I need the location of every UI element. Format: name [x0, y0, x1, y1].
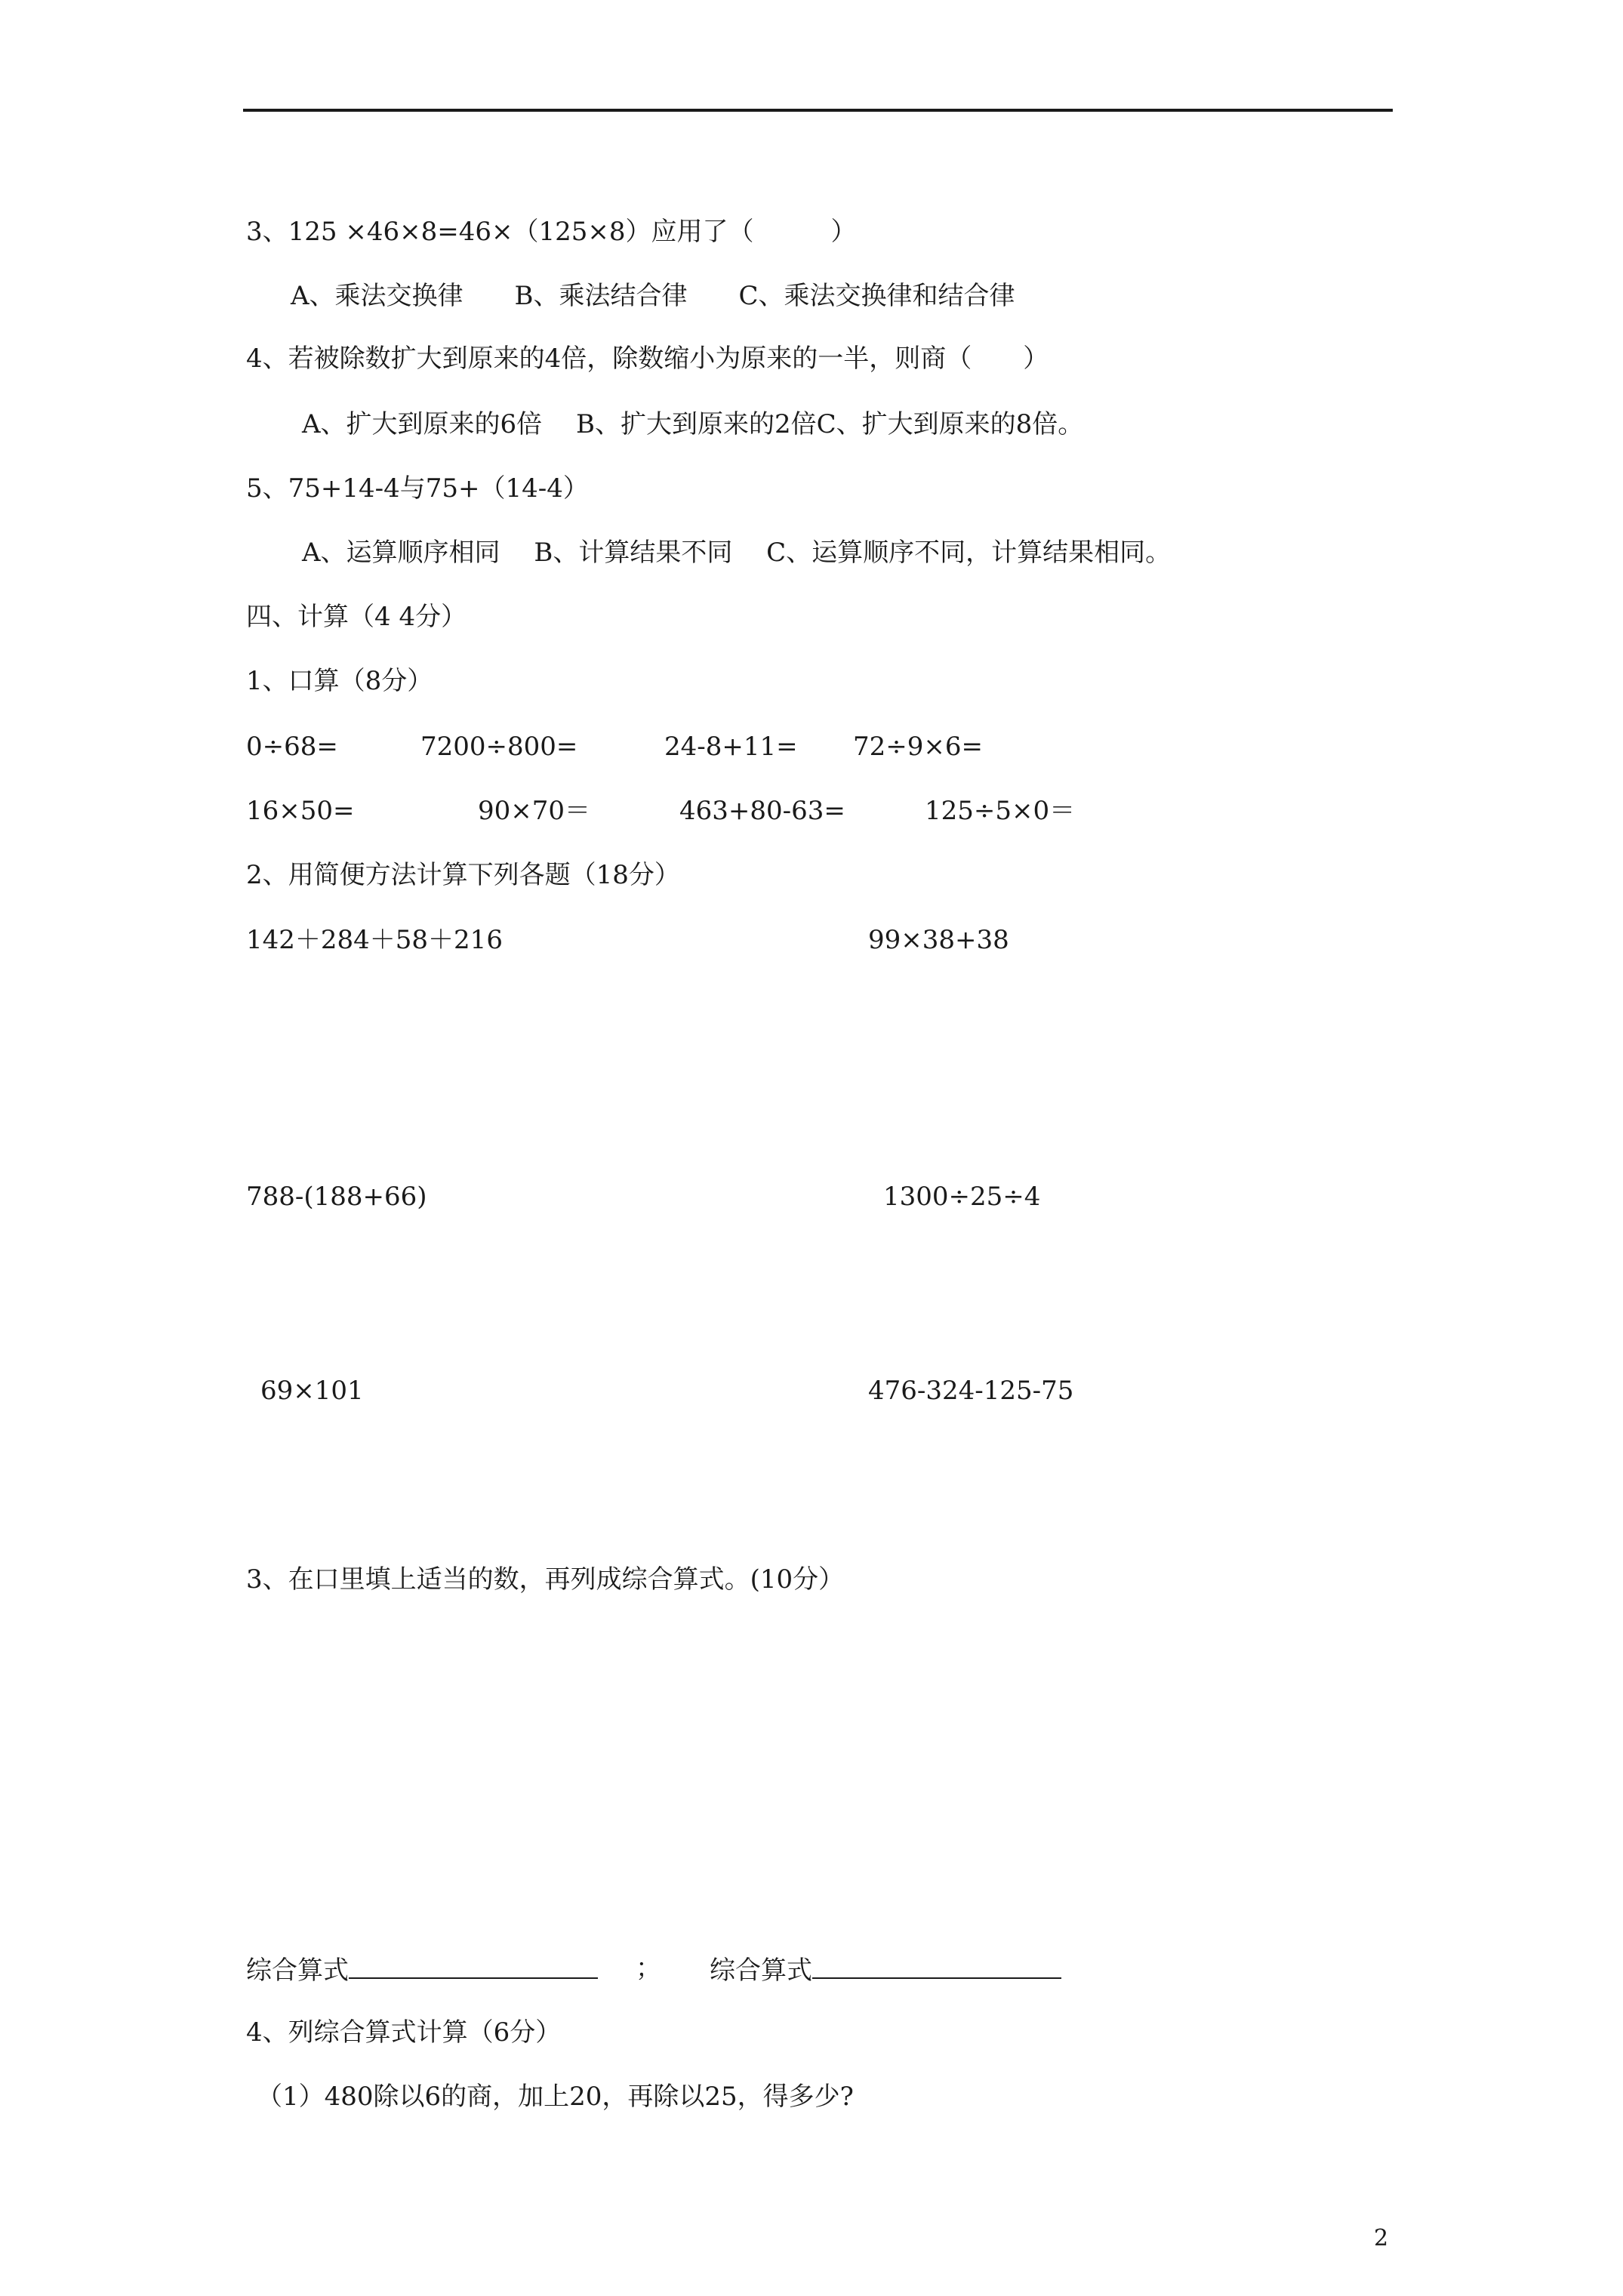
section4-title: 四、计算（4 4分） — [246, 602, 467, 632]
simplify-item: 1300÷25÷4 — [883, 1182, 1041, 1212]
mental-math-item: 72÷9×6= — [853, 732, 983, 762]
simplify-item: 69×101 — [260, 1376, 364, 1406]
mental-math-item: 463+80-63= — [679, 796, 845, 826]
word-problem-title: 4、列综合算式计算（6分） — [246, 2017, 562, 2048]
simplify-item: 788-(188+66) — [246, 1182, 427, 1212]
page-number: 2 — [1374, 2225, 1389, 2251]
q5-options: A、运算顺序相同 B、计算结果不同 C、运算顺序不同，计算结果相同。 — [302, 538, 1172, 568]
separator: ； — [636, 1953, 661, 1983]
simplify-title: 2、用简便方法计算下列各题（18分） — [246, 860, 680, 890]
header-rule — [243, 109, 1393, 112]
mental-math-item: 0÷68= — [246, 732, 338, 762]
combined-expression-label: 综合算式 — [246, 1955, 349, 1986]
mental-math-item: 16×50= — [246, 796, 355, 826]
combined-expression-label: 综合算式 — [710, 1955, 812, 1986]
mental-math-item: 7200÷800= — [420, 732, 578, 762]
q4-options: A、扩大到原来的6倍 B、扩大到原来的2倍C、扩大到原来的8倍。 — [302, 409, 1084, 439]
simplify-item: 142＋284＋58＋216 — [246, 925, 503, 955]
simplify-item: 476-324-125-75 — [868, 1376, 1074, 1406]
mental-math-item: 24-8+11= — [664, 732, 798, 762]
q3-options: A、乘法交换律 B、乘法结合律 C、乘法交换律和结合律 — [291, 281, 1015, 311]
fill-box-title: 3、在口里填上适当的数，再列成综合算式。(10分） — [246, 1564, 845, 1595]
simplify-item: 99×38+38 — [868, 925, 1009, 955]
mental-math-item: 125÷5×0＝ — [925, 796, 1076, 826]
q3-stem: 3、125 ×46×8=46×（125×8）应用了（ ） — [246, 217, 857, 247]
mental-math-title: 1、口算（8分） — [246, 666, 433, 696]
combined-expression-row-2 — [710, 1952, 1061, 1987]
answer-blank-2[interactable] — [812, 1952, 1061, 1979]
q4-stem: 4、若被除数扩大到原来的4倍，除数缩小为原来的一半，则商（ ） — [246, 344, 1049, 374]
combined-expression-row-1 — [246, 1952, 598, 1987]
word-problem-1: （1）480除以6的商，加上20，再除以25，得多少? — [257, 2082, 854, 2112]
mental-math-item: 90×70＝ — [478, 796, 591, 826]
q5-stem: 5、75+14-4与75+（14-4） — [246, 473, 589, 504]
answer-blank-1[interactable] — [349, 1952, 598, 1979]
